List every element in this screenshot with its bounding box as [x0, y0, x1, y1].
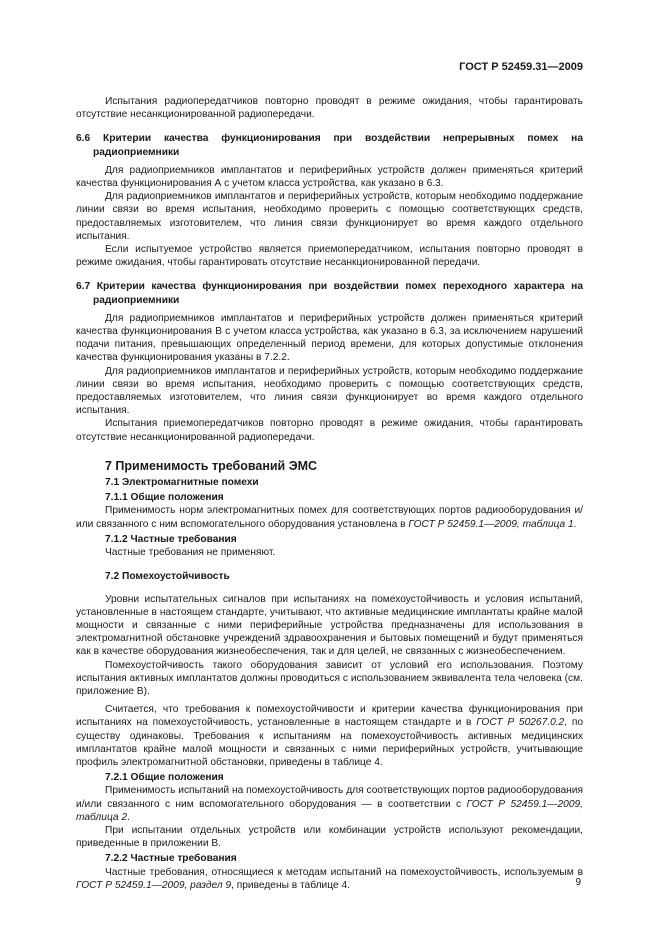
document-header-id: ГОСТ Р 52459.31—2009 [459, 61, 583, 73]
section-heading-6-7: 6.7 Критерии качества функционирования при воздействии помех переходного характера на радиоприемники [76, 281, 583, 306]
paragraph: Для радиоприемников имплантатов и периферийных устройств должен применяться критерий качества функционирования В с учетом класса устройства, как указано в 6.3, за исключением нарушений подачи питания, превышающих определенный период времени, для которых допустимые отклонения качества функционирования указаны в 7.2.2. [76, 312, 583, 364]
section-heading-7-2: 7.2 Помехоустойчивость [105, 571, 230, 583]
section-heading-7-1: 7.1 Электромагнитные помехи [105, 477, 259, 489]
paragraph: Для радиоприемников имплантатов и периферийных устройств, которым необходимо поддержание линии связи во время испытания, необходимо проверить с помощью соответствующих средств, предоставляемых изготовителем, что линия связи функционирует во время каждого отдельного испытания. [76, 191, 583, 242]
paragraph: Применимость норм электромагнитных помех для соответствующих портов радиооборудования и/или связанного с ним вспомогательного оборудования установлена в ГОСТ Р 52459.1—2009, таблица 1. [76, 505, 583, 530]
standard-reference: ГОСТ Р 52459.1—2009, таблица 1 [408, 518, 574, 530]
standard-reference: ГОСТ Р 50267.0.2 [476, 717, 565, 729]
document-body [76, 95, 583, 892]
section-heading-6-6: 6.6 Критерии качества функционирования при воздействии непрерывных помех на радиоприемники [76, 133, 583, 158]
paragraph: Применимость испытаний на помехоустойчивость для соответствующих портов радиооборудования и/или связанного с ним вспомогательного оборудования — в соответствии с ГОСТ Р 52459.1—2009, таблица 2. [76, 785, 583, 823]
paragraph: Для радиоприемников имплантатов и периферийных устройств, которым необходимо поддержание линии связи во время испытания, необходимо проверить с помощью соответствующих средств, предоставляемых изготовителем, что линия связи функционирует во время каждого отдельного испытания. [76, 365, 583, 417]
paragraph: Уровни испытательных сигналов при испытаниях на помехоустойчивость и условия испытаний, установленные в настоящем стандарте, учитывают, что активные медицинские имплантаты крайне малой мощности и связанные с ними периферийные устройства предназначены для использования в электромагнитной обстановке учреждений здравоохранения и бытовых помещений и будут применяться как в качестве оборудования жизнеобеспечения, так и для целей, не связанных с жизнеобеспечением. [76, 593, 583, 658]
chapter-heading-7: 7 Применимость требований ЭМС [105, 458, 318, 473]
section-heading-7-2-2: 7.2.2 Частные требования [105, 853, 237, 865]
standard-reference: ГОСТ Р 52459.1—2009, раздел 9 [76, 879, 232, 891]
paragraph: При испытании отдельных устройств или комбинации устройств используют рекомендации, приведенные в приложении В. [76, 824, 583, 850]
section-heading-7-1-1: 7.1.1 Общие положения [105, 492, 224, 504]
paragraph: Для радиоприемников имплантатов и периферийных устройств должен применяться критерий качества функционирования А с учетом класса устройства, как указано в 6.3. [76, 164, 583, 190]
paragraph: Если испытуемое устройство является приемопередатчиком, испытания повторно проводят в режиме ожидания, чтобы гарантировать отсутствие несанкционированной передачи. [76, 244, 583, 269]
section-heading-7-1-2: 7.1.2 Частные требования [105, 533, 237, 545]
section-heading-7-2-1: 7.2.1 Общие положения [105, 772, 224, 784]
paragraph: Помехоустойчивость такого оборудования зависит от условий его использования. Поэтому испытания активных имплантатов должны проводиться с использованием эквивалента тела человека (см. приложение В). [76, 659, 583, 697]
paragraph: Испытания радиопередатчиков повторно проводят в режиме ожидания, чтобы гарантировать отсутствие несанкционированной радиопередачи. [76, 96, 583, 121]
paragraph: Испытания приемопередатчиков повторно проводят в режиме ожидания, чтобы гарантировать отсутствие несанкционированной радиопередачи. [76, 418, 583, 443]
standard-reference: ГОСТ Р 52459.1—2009, таблица 2 [76, 798, 583, 823]
paragraph: Частные требования, относящиеся к методам испытаний на помехоустойчивость, используемым в ГОСТ Р 52459.1—2009, раздел 9, приведены в таблице 4. [76, 866, 583, 891]
paragraph: Считается, что требования к помехоустойчивости и критерии качества функционирования при испытаниях на помехоустойчивость, установленные в настоящем стандарте и в ГОСТ Р 50267.0.2, по существу одинаковы. Требования к испытаниям на помехоустойчивость активных медицинских имплантатов крайне малой мощности и связанных с ними периферийных устройств, учитывающие профиль электромагнитной обстановки, приведены в таблице 4. [76, 704, 584, 768]
page-number: 9 [575, 877, 581, 888]
paragraph: Частные требования не применяют. [105, 547, 276, 559]
